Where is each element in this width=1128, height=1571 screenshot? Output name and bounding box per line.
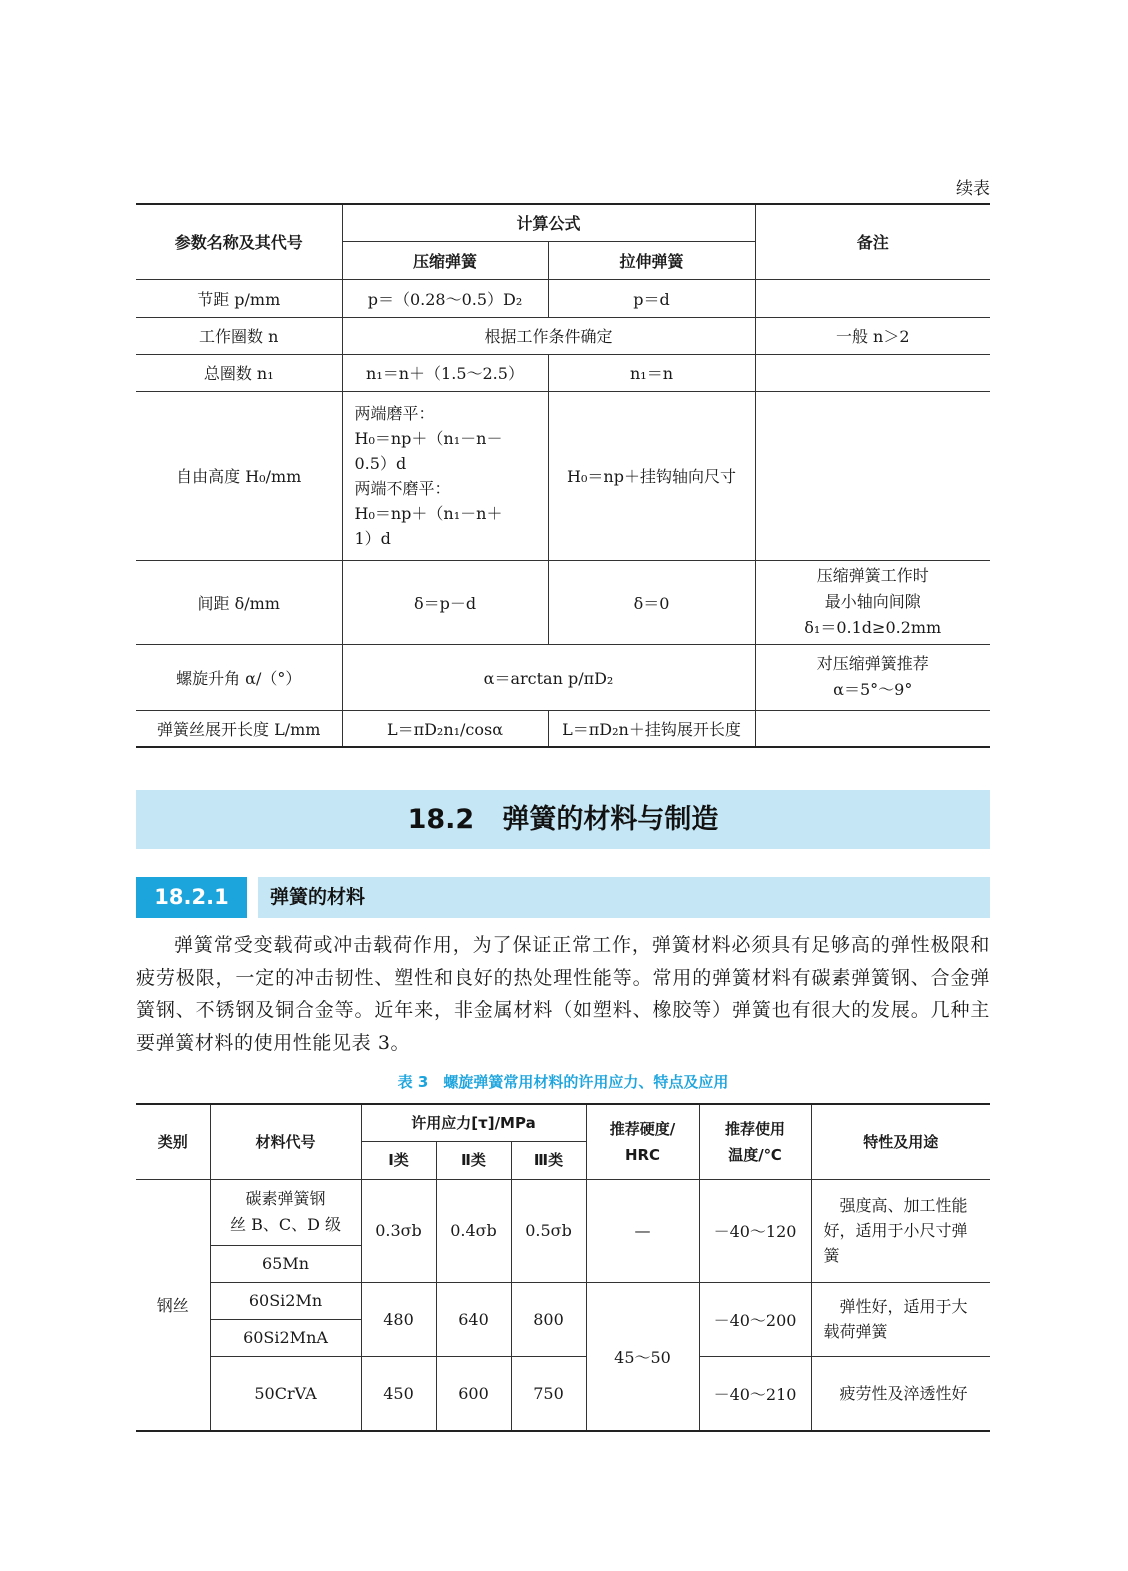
remark-line: δ₁＝0.1d≥0.2mm [804,618,942,637]
table-row [136,1282,990,1319]
remark-line: 对压缩弹簧推荐 [816,654,929,673]
body-paragraph [136,929,990,1059]
header-material: 材料代号 [210,1104,361,1179]
header-formula: 计算公式 [342,204,755,241]
header-temperature [699,1104,811,1179]
table-row [136,644,990,710]
remark-cell [755,354,990,391]
header-line: 温度/℃ [728,1145,782,1164]
table-row [136,560,990,644]
header-line: 推荐硬度/ [609,1119,676,1138]
remark-line: 最小轴向间隙 [824,592,921,611]
category-cell: 钢丝 [136,1179,210,1431]
remark-cell [755,560,990,644]
header-class-2: Ⅱ类 [436,1141,511,1179]
merged-formula: α＝arctan p/πD₂ [342,644,755,710]
formula-line: H₀＝np＋（n₁－n－ [354,428,503,448]
param-name: 自由高度 H₀/mm [136,391,342,560]
material-line: 丝 B、C、D 级 [229,1215,341,1234]
usage-cell [811,1179,990,1282]
param-name: 间距 δ/mm [136,560,342,644]
extension-formula: δ＝0 [548,560,755,644]
remark-cell [755,644,990,710]
header-line: 推荐使用 [725,1119,786,1138]
compression-formula [342,391,548,560]
subsection-band [258,877,990,918]
table-row [136,1179,990,1245]
compression-formula: L＝πD₂n₁/cosα [342,710,548,747]
hardness-cell: — [586,1179,699,1282]
remark-line: 压缩弹簧工作时 [816,566,929,585]
formula-line: 0.5）d [354,453,407,473]
subsection-title: 弹簧的材料 [270,886,366,908]
formula-line: H₀＝np＋（n₁－n＋ [354,503,503,523]
remark-cell [755,391,990,560]
section-heading [136,790,990,849]
table-row [136,391,990,560]
stress-class-2: 640 [436,1282,511,1356]
stress-class-3: 0.5σb [511,1179,586,1282]
header-hardness [586,1104,699,1179]
stress-class-2: 600 [436,1356,511,1431]
param-name: 螺旋升角 α/（°） [136,644,342,710]
material-cell: 50CrVA [210,1356,361,1431]
material-cell: 60Si2MnA [210,1319,361,1356]
table-row [136,317,990,354]
material-line: 碳素弹簧钢 [245,1189,326,1208]
param-name: 总圈数 n₁ [136,354,342,391]
material-cell: 60Si2Mn [210,1282,361,1319]
table-row [136,710,990,747]
param-name: 工作圈数 n [136,317,342,354]
table-row [136,1356,990,1431]
extension-formula: L＝πD₂n＋挂钩展开长度 [548,710,755,747]
temperature-cell: －40～120 [699,1179,811,1282]
header-stress: 许用应力[τ]/MPa [361,1104,586,1141]
remark-cell [755,710,990,747]
header-extension: 拉伸弹簧 [548,241,755,279]
header-class-1: Ⅰ类 [361,1141,436,1179]
table-caption: 表 3 螺旋弹簧常用材料的许用应力、特点及应用 [397,1073,729,1091]
extension-formula: n₁＝n [548,354,755,391]
param-name: 弹簧丝展开长度 L/mm [136,710,342,747]
remark-cell [755,279,990,317]
formula-line: 两端磨平： [354,403,435,423]
compression-formula: n₁＝n＋（1.5～2.5） [342,354,548,391]
header-remark: 备注 [755,204,990,279]
remark-line: α＝5°～9° [833,680,913,699]
formula-line: 两端不磨平： [354,478,451,498]
formula-line: 1）d [354,528,391,548]
stress-class-3: 800 [511,1282,586,1356]
param-name: 节距 p/mm [136,279,342,317]
table-row [136,354,990,391]
header-compression: 压缩弹簧 [342,241,548,279]
hardness-cell: 45～50 [586,1282,699,1431]
stress-class-3: 750 [511,1356,586,1431]
temperature-cell: －40～200 [699,1282,811,1356]
header-category: 类别 [136,1104,210,1179]
paragraph-text: 弹簧常受变载荷或冲击载荷作用，为了保证正常工作，弹簧材料必须具有足够高的弹性极限和疲劳极限，一定的冲击韧性、塑性和良好的热处理性能等。常用的弹簧材料有碳素弹簧钢、合金弹簧钢、不锈钢及铜合金等。近年来，非金属材料（如塑料、橡胶等）弹簧也有很大的发展。几种主要弹簧材料的使用性能见表 3。 [136,934,990,1054]
stress-class-1: 450 [361,1356,436,1431]
usage-text: 强度高、加工性能好，适用于小尺寸弹簧 [823,1196,968,1265]
usage-cell [811,1282,990,1356]
header-param: 参数名称及其代号 [136,204,342,279]
subsection-number: 18.2.1 [136,877,247,918]
compression-formula: δ＝p－d [342,560,548,644]
stress-class-1: 480 [361,1282,436,1356]
section-title: 弹簧的材料与制造 [502,804,719,835]
material-cell: 65Mn [210,1245,361,1282]
merged-formula: 根据工作条件确定 [342,317,755,354]
header-class-3: Ⅲ类 [511,1141,586,1179]
spring-parameter-table [136,203,990,748]
temperature-cell: －40～210 [699,1356,811,1431]
continued-label: 续表 [956,179,990,199]
stress-class-2: 0.4σb [436,1179,511,1282]
compression-formula: p＝（0.28～0.5）D₂ [342,279,548,317]
header-usage: 特性及用途 [811,1104,990,1179]
stress-class-1: 0.3σb [361,1179,436,1282]
usage-cell [811,1356,990,1431]
material-cell [210,1179,361,1245]
extension-formula: p＝d [548,279,755,317]
header-line: HRC [624,1145,661,1164]
usage-text: 疲劳性及淬透性好 [839,1383,968,1403]
remark-cell: 一般 n＞2 [755,317,990,354]
usage-text: 弹性好，适用于大载荷弹簧 [823,1297,968,1341]
extension-formula: H₀＝np＋挂钩轴向尺寸 [548,391,755,560]
section-number: 18.2 [407,804,475,835]
spring-material-table [136,1103,990,1432]
table-row [136,279,990,317]
